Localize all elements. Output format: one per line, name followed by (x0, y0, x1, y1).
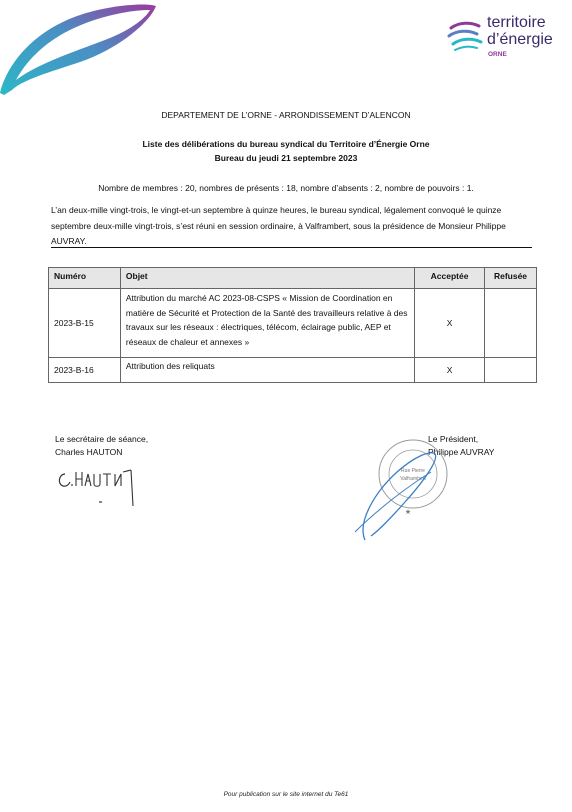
attendance-counts: Nombre de membres : 20, nombres de présents : 18, nombre d’absents : 2, nombre de pouvoirs : 1. (98, 183, 474, 193)
cell-acceptee: X (415, 289, 485, 358)
svg-text:Valframbert: Valframbert (400, 476, 426, 482)
org-logo (447, 15, 567, 61)
secretary-signature (55, 462, 145, 512)
logo-line2: d’énergie (487, 31, 553, 48)
svg-text:★: ★ (404, 509, 412, 516)
cell-refusee (485, 358, 537, 383)
official-stamp (335, 432, 465, 547)
table-header-row (49, 268, 537, 289)
document-title: Liste des délibérations du bureau syndical du Territoire d’Énergie Orne (142, 139, 430, 149)
secretary-name: Charles HAUTON (55, 447, 123, 457)
cell-objet: Attribution du marché AC 2023-08-CSPS « Mission de Coordination en matière de Sécurité et Protection de la Santé des travailleurs relative à des travaux sur les réseaux : électriques, télécom, éclairage public, AEP et réseaux de chaleur et annexes » (120, 289, 414, 358)
col-header-numero: Numéro (49, 268, 121, 289)
svg-text:Rue Pierre: Rue Pierre (401, 468, 425, 474)
cell-objet: Attribution des reliquats (120, 358, 414, 383)
col-header-acceptee: Acceptée (415, 268, 485, 289)
secretary-block (55, 433, 148, 459)
decorative-swoosh (0, 0, 160, 95)
footer-note: Pour publication sur le site internet du Te61 (223, 791, 349, 798)
intro-paragraph: L’an deux-mille vingt-trois, le vingt-et-un septembre à quinze heures, le bureau syndical, légalement convoqué le quinze septembre deux-mille vingt-trois, s’est réuni en session ordinaire, à Valframbert, sous la présidence de Monsieur Philippe AUVRAY. (51, 205, 506, 246)
header-organisation: DEPARTEMENT DE L’ORNE - ARRONDISSEMENT D’ALENCON (161, 110, 411, 120)
table-row (49, 289, 537, 358)
cell-acceptee: X (415, 358, 485, 383)
cell-numero: 2023-B-16 (49, 358, 121, 383)
president-role: Le Président, (428, 434, 479, 444)
cell-refusee (485, 289, 537, 358)
col-header-objet: Objet (120, 268, 414, 289)
deliberations-table (48, 267, 537, 383)
col-header-refusee: Refusée (485, 268, 537, 289)
logo-swirl-icon (447, 18, 483, 54)
president-name: Philippe AUVRAY (428, 447, 495, 457)
logo-sub: ORNE (488, 51, 507, 58)
document-subtitle: Bureau du jeudi 21 septembre 2023 (214, 153, 358, 163)
cell-numero: 2023-B-15 (49, 289, 121, 358)
table-row (49, 358, 537, 383)
logo-line1: territoire (487, 14, 546, 31)
divider (51, 247, 532, 248)
secretary-role: Le secrétaire de séance, (55, 434, 149, 444)
